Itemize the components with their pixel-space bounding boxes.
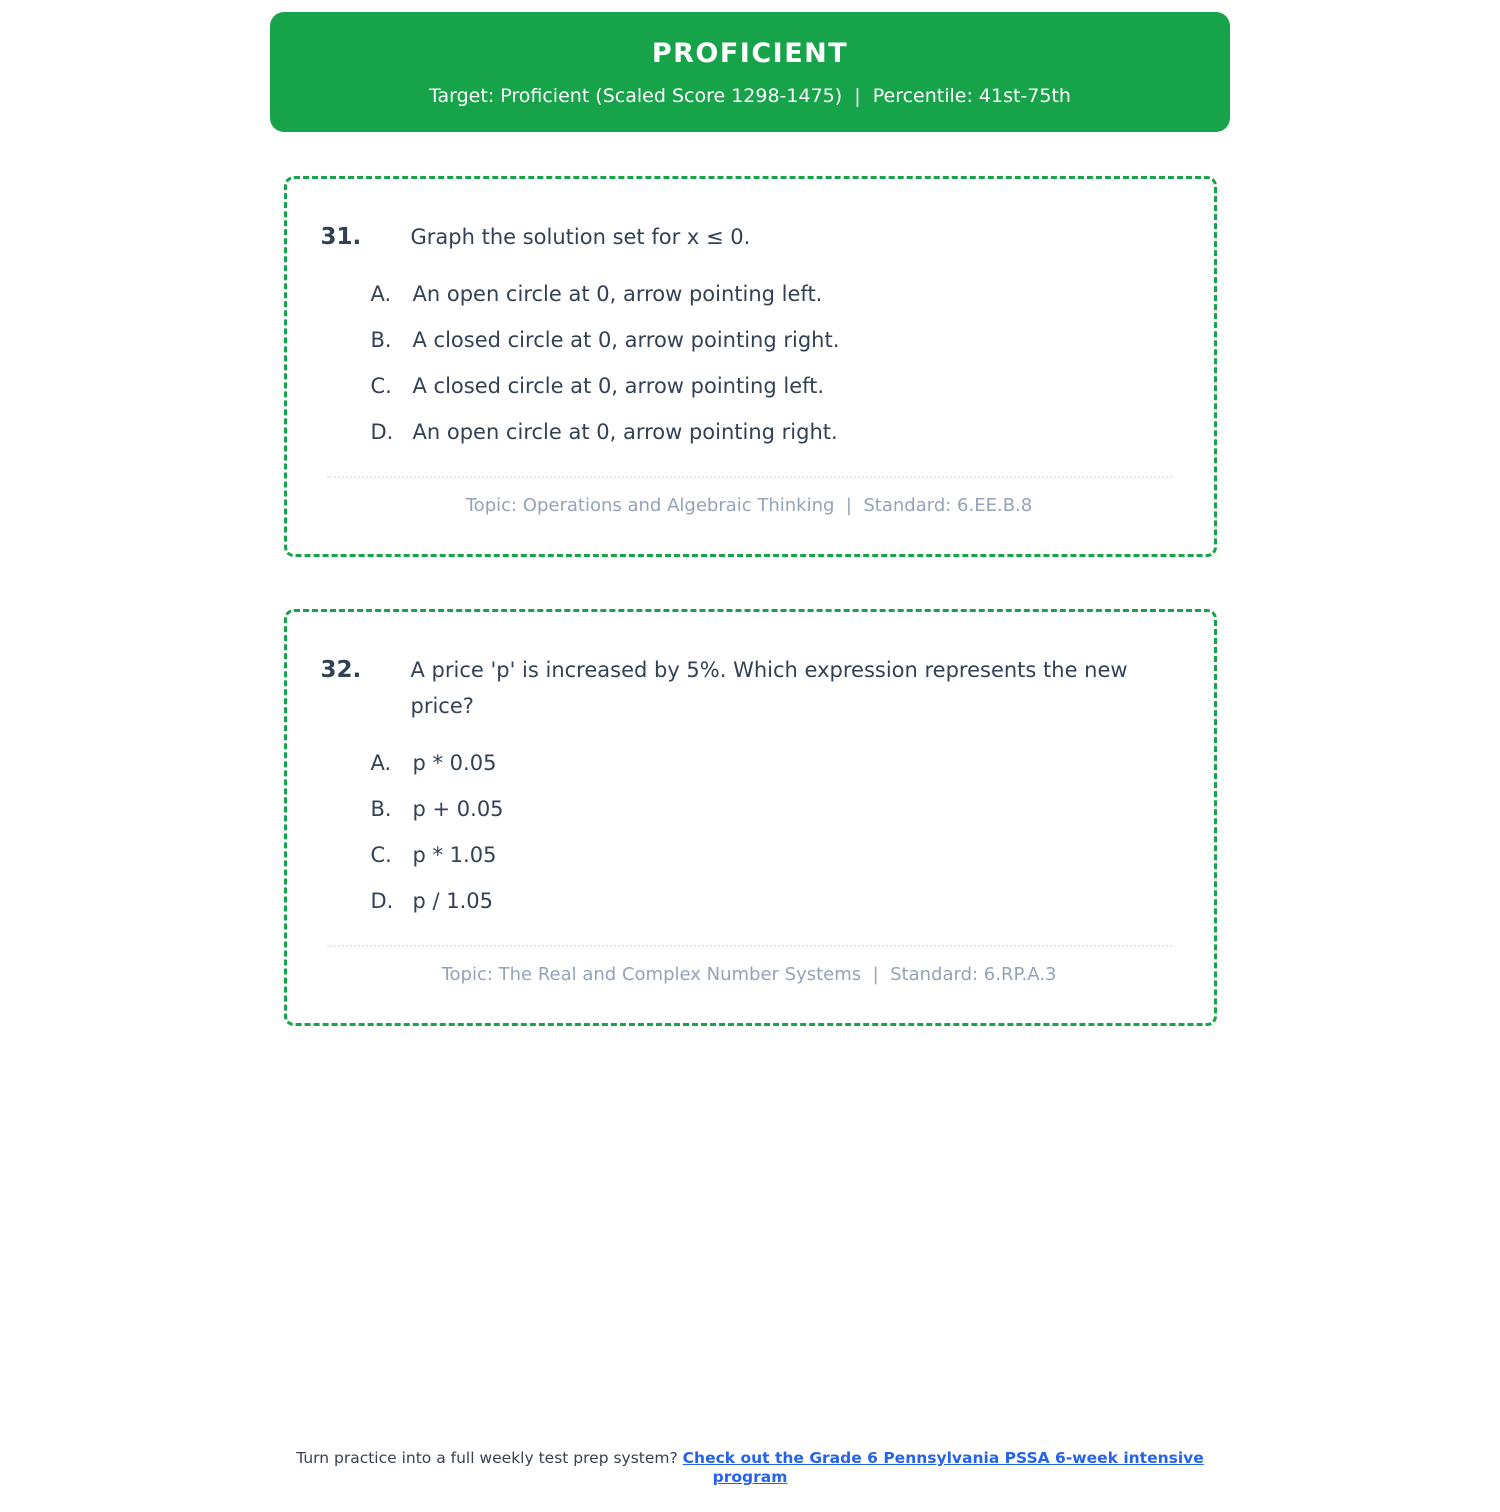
- option-text: p * 0.05: [412, 751, 497, 775]
- option-text: p / 1.05: [412, 889, 494, 913]
- option-letter: C.: [370, 374, 392, 398]
- question-number: 32.: [320, 657, 362, 683]
- option-letter: B.: [370, 328, 392, 352]
- question-card-32: [284, 609, 1217, 1026]
- footer-cta: [285, 1449, 1215, 1487]
- option-c: [371, 839, 1178, 871]
- options-list: [371, 747, 1178, 917]
- option-text: A closed circle at 0, arrow pointing right.: [412, 328, 840, 352]
- question-row: [321, 652, 1178, 724]
- question-meta: Topic: The Real and Complex Number Systems | Standard: 6.RP.A.3: [441, 964, 1057, 985]
- banner-title: PROFICIENT: [651, 38, 849, 69]
- option-text: p * 1.05: [412, 843, 497, 867]
- option-text: A closed circle at 0, arrow pointing left.: [412, 374, 825, 398]
- option-d: [371, 416, 1178, 448]
- option-b: [371, 324, 1178, 356]
- divider: [327, 476, 1172, 478]
- option-text: p + 0.05: [412, 797, 504, 821]
- banner-subtitle: Target: Proficient (Scaled Score 1298-1475) | Percentile: 41st-75th: [429, 85, 1071, 107]
- option-letter: C.: [370, 843, 392, 867]
- option-letter: D.: [370, 889, 394, 913]
- option-letter: D.: [370, 420, 394, 444]
- question-number: 31.: [320, 224, 362, 250]
- option-letter: A.: [370, 751, 392, 775]
- option-a: [371, 747, 1178, 779]
- question-row: [321, 219, 1178, 255]
- option-b: [371, 793, 1178, 825]
- cta-text: Turn practice into a full weekly test prep system?: [296, 1449, 683, 1467]
- questions-area: [284, 176, 1217, 1026]
- question-text: Graph the solution set for x ≤ 0.: [410, 225, 751, 249]
- option-text: An open circle at 0, arrow pointing right.: [412, 420, 838, 444]
- option-text: An open circle at 0, arrow pointing left.: [412, 282, 823, 306]
- option-letter: A.: [370, 282, 392, 306]
- options-list: [371, 278, 1178, 448]
- option-d: [371, 885, 1178, 917]
- question-meta: Topic: Operations and Algebraic Thinking | Standard: 6.EE.B.8: [465, 495, 1033, 516]
- question-card-31: [284, 176, 1217, 557]
- cta-link[interactable]: Check out the Grade 6 Pennsylvania PSSA 6-week intensive program: [682, 1449, 1204, 1486]
- option-a: [371, 278, 1178, 310]
- proficiency-banner: [270, 12, 1230, 132]
- worksheet-page: [0, 12, 1500, 1486]
- option-c: [371, 370, 1178, 402]
- option-letter: B.: [370, 797, 392, 821]
- divider: [327, 945, 1172, 947]
- question-text: A price 'p' is increased by 5%. Which expression represents the new price?: [410, 658, 1128, 718]
